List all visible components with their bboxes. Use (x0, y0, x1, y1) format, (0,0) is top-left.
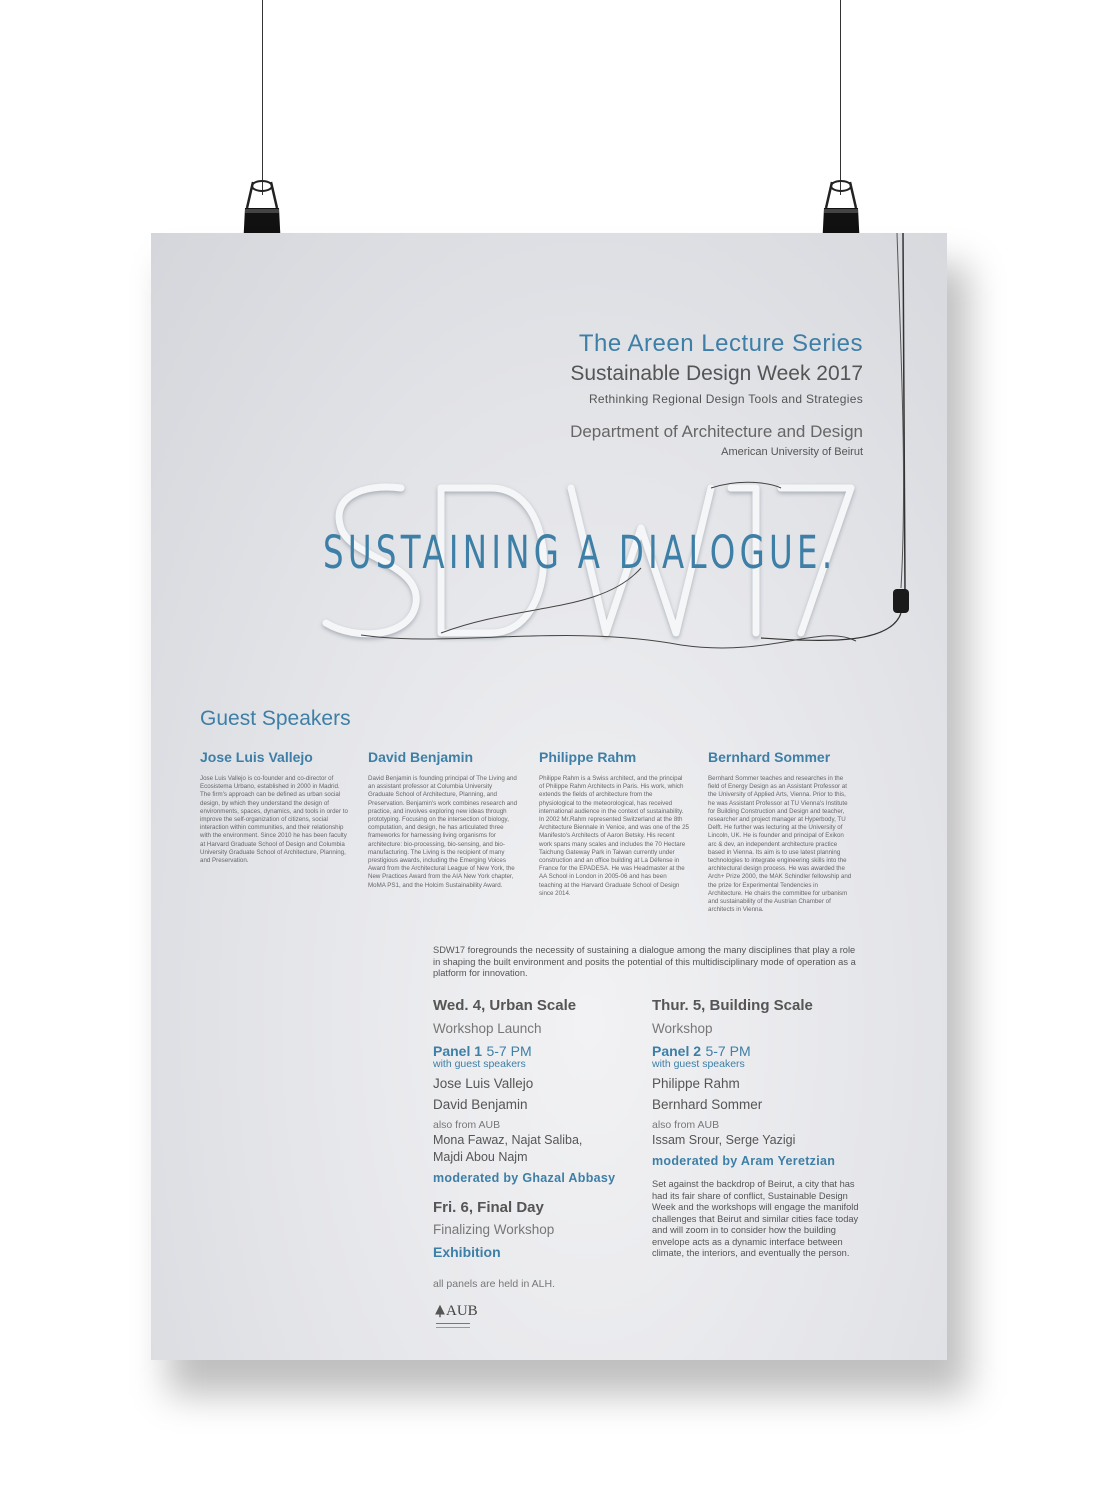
speaker-bio: Philippe Rahm is a Swiss architect, and the principal of Philippe Rahm Architects in Paris. His work, which extends the fields of architecture from the physiological to the meteorological, has received international audience in the context of sustainability. In 2002 Mr.Rahm represented Switzerland at the 8th Architecture Biennale in Venice, and was one of the 25 Manifesto's Architects of Aaron Betsky. His recent work spans many scales and includes the 70 Hectare Taichung Gateway Park in Taiwan currently under construction and an office building at La Défense in France for the EPADESA. He was Headmaster at the AA School in London in 2005-06 and has been teaching at the Harvard Graduate School of Design since 2014. (539, 775, 689, 897)
day1-aub-participants: Majdi Abou Najm (433, 1150, 528, 1164)
day2-title: Thur. 5, Building Scale (652, 997, 813, 1014)
day1-title: Wed. 4, Urban Scale (433, 997, 577, 1014)
hanging-string-right (840, 0, 841, 195)
speaker-name: Philippe Rahm (539, 749, 637, 765)
department-name: Department of Architecture and Design (570, 422, 863, 441)
speaker-name: Bernhard Sommer (708, 749, 831, 765)
aub-logo-rule (436, 1327, 470, 1328)
hanging-string-left (262, 0, 263, 195)
panel-time: 5-7 PM (705, 1043, 751, 1059)
event-title: Sustainable Design Week 2017 (570, 362, 863, 385)
speaker-bio: Bernhard Sommer teaches and researches in the field of Energy Design as an Assistant Professor at the University of Applied Arts, Vienna. Prior to this, he was Assistant Professor at TU Vienna's Institute for Building Construction and Design and teacher, researcher and project manager at Hyperbody, TU Delft. He further was lecturing at the University of Lincoln, UK. He is founder and principal of Exikon arc & dev, an independent architecture practice based in Vienna. Its aim is to use latest planning technologies to integrate engineering skills into the architectural design process. He was awarded the Arch+ Prize 2000, the MAK Schindler fellowship and the prize for Experimental Tendencies in Architecture. He chairs the committee for urbanism and sustainability of the Austrian Chamber of architects in Vienna. (708, 775, 852, 914)
day3-activity: Finalizing Workshop (433, 1222, 555, 1237)
panel-label: Panel 2 (652, 1043, 702, 1059)
panel-label: Panel 1 (433, 1043, 483, 1059)
university-name: American University of Beirut (721, 446, 863, 458)
day1-also-label: also from AUB (433, 1119, 501, 1131)
day2-activity: Workshop (652, 1021, 713, 1036)
aub-logo-text: AUB (446, 1303, 478, 1319)
day1-aub-participants: Mona Fawaz, Najat Saliba, (433, 1133, 583, 1147)
poster (151, 233, 947, 1360)
series-title: The Areen Lecture Series (578, 330, 863, 357)
day2-with-guests: with guest speakers (652, 1058, 745, 1070)
speaker-name: David Benjamin (368, 749, 474, 765)
speaker-bio: David Benjamin is founding principal of The Living and an assistant professor at Columbia University Graduate School of Architecture, Planning, and Preservation. Benjamin's work combines research and practice, and involves exploring new ideas through prototyping. Focusing on the intersection of biology, computation, and design, he has articulated three frameworks for harnessing living organisms for architecture: bio-processing, bio-sensing, and bio-manufacturing. The Living is the recipient of many prestigious awards, including the Emerging Voices Award from the Architectural League of New York, the New Practices Award from the AIA New York chapter, MoMA PS1, and the Holcim Sustainability Award. (368, 775, 518, 889)
power-cord (751, 233, 947, 673)
intro-paragraph: SDW17 foregrounds the necessity of sustaining a dialogue among the many disciplines that play a role in shaping the built environment and posits the potential of this multidisciplinary mode of operation as a platform for innovation. (433, 945, 856, 978)
closing-paragraph: Set against the backdrop of Beirut, a city that has had its fair share of conflict, Sustainable Design Week and the workshops will engage the manifold challenges that Beirut and similar cities face today and will zoom in to consider how the building envelope acts as a dynamic interface between climate, the interiors, and eventually the person. (652, 1179, 859, 1258)
day1-guest: Jose Luis Vallejo (433, 1076, 534, 1091)
day1-moderator: moderated by Ghazal Abbasy (433, 1171, 616, 1185)
speaker-bio: Jose Luis Vallejo is co-founder and co-director of Ecosistema Urbano, established in 2000 in Madrid. The firm's approach can be defined as urban social design, by which they understand the design of environments, spaces, dynamics, and tools in order to improve the self-organization of citizens, social interaction within communities, and their relationship with the environment. Since 2010 he has been faculty at Harvard Graduate School of Design and Columbia University Graduate School of Architecture, Planning, and Preservation. (200, 775, 348, 865)
day3-exhibition: Exhibition (433, 1244, 501, 1260)
day1-guest: David Benjamin (433, 1097, 528, 1112)
aub-logo (433, 1301, 478, 1341)
day2-aub-participants: Issam Srour, Serge Yazigi (652, 1133, 796, 1147)
venue-note: all panels are held in ALH. (433, 1278, 555, 1290)
day2-guest: Philippe Rahm (652, 1076, 740, 1091)
day2-moderator: moderated by Aram Yeretzian (652, 1154, 836, 1168)
day2-guest: Bernhard Sommer (652, 1097, 763, 1112)
aub-logo-rule (436, 1323, 470, 1324)
tagline: SUSTAINING A DIALOGUE. (323, 526, 837, 579)
cedar-tree-icon (433, 1301, 447, 1321)
panel-time: 5-7 PM (486, 1043, 532, 1059)
day2-also-label: also from AUB (652, 1119, 720, 1131)
day3-title: Fri. 6, Final Day (433, 1199, 544, 1216)
event-theme: Rethinking Regional Design Tools and Strategies (588, 392, 863, 406)
guest-speakers-heading: Guest Speakers (200, 707, 351, 730)
day1-with-guests: with guest speakers (433, 1058, 526, 1070)
speaker-name: Jose Luis Vallejo (200, 749, 313, 765)
day1-activity: Workshop Launch (433, 1021, 542, 1036)
